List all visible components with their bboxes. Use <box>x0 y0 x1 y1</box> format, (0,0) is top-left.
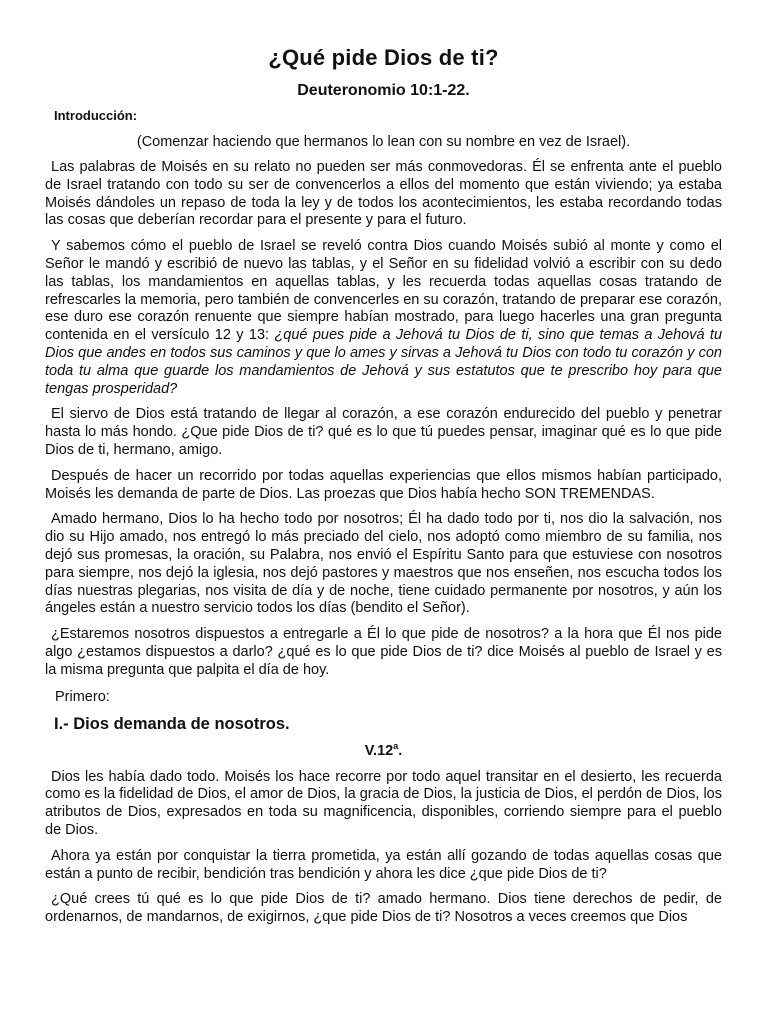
verse-ref-period: . <box>398 742 403 759</box>
paragraph-5: Amado hermano, Dios lo ha hecho todo por nosotros; Él ha dado todo por ti, nos dio la salvación, nos dio su Hijo amado, nos entregó lo más preciado del cielo, nos adoptó como miembro de su familia, nos dejó sus promesas, la oración, su Palabra, nos envió el Espíritu Santo para que estuviese con nosotros para siempre, nos dejó la iglesia, nos dejó pastores y maestros que nos enseñen, nos escucha todos los días nuestras plegarias, nos visita de día y de noche, tiene cuidado permanente por nosotros, y aún los ángeles están a nuestro servicio todos los días (bendito el Señor). <box>45 511 722 617</box>
verse-ref-text: V.12 <box>364 742 394 759</box>
section-paragraph-1: Dios les había dado todo. Moisés los hace recorre por todo aquel transitar en el desierto, les recuerda como es la fidelidad de Dios, el amor de Dios, la gracia de Dios, la justicia de Dios, el perdón de Dios, los atributos de Dios, expresados en toda su magnificencia, disponibles, corriendo siempre para el pueblo de Dios. <box>45 768 722 838</box>
document-subtitle: Deuteronomio 10:1-22. <box>297 82 470 99</box>
primero-label: Primero: <box>55 688 110 705</box>
intro-label: Introducción: <box>54 108 138 123</box>
document-page <box>45 44 722 927</box>
paragraph-2 <box>45 238 722 398</box>
scripture-quote: ¿qué pues pide a Jehová tu Dios de ti, sino que temas a Jehová tu Dios que andes en todos sus caminos y que lo ames y sirvas a Jehová tu Dios con todo tu corazón y con toda tu alma que guarde los mandamientos de Jehová y sus estatutos que te prescribo hoy para que tengas prosperidad? <box>45 327 723 397</box>
paragraph-4: Después de hacer un recorrido por todas aquellas experiencias que ellos mismos habían participado, Moisés les demanda de parte de Dios. Las proezas que Dios había hecho SON TREMENDAS. <box>45 467 722 502</box>
intro-note: (Comenzar haciendo que hermanos lo lean con su nombre en vez de Israel). <box>136 134 631 150</box>
verse-ref-superscript: a <box>393 740 399 751</box>
paragraph-1: Las palabras de Moisés en su relato no pueden ser más conmovedoras. Él se enfrenta ante el pueblo de Israel tratando con todo su ser de convencerlos a ellos del momento que están viviendo; ya estaba Moisés dándoles un repaso de toda la ley y de todos los acontecimientos, les estaba recordando todas las cosas que deberían recordar para el presente y para el futuro. <box>45 159 722 229</box>
paragraph-6: ¿Estaremos nosotros dispuestos a entregarle a Él lo que pide de nosotros? a la hora que Él nos pide algo ¿estamos dispuestos a darlo? ¿qué es lo que pide Dios de ti? dice Moisés al pueblo de Israel y es la misma pregunta que palpita el día de hoy. <box>45 626 722 678</box>
paragraph-3: El siervo de Dios está tratando de llegar al corazón, a ese corazón endurecido del pueblo y penetrar hasta lo más hondo. ¿Que pide Dios de ti? qué es lo que tú puedes pensar, imaginar qué es lo que pide Dios de ti, hermano, amigo. <box>45 406 722 458</box>
section-heading: I.- Dios demanda de nosotros. <box>54 714 290 733</box>
section-paragraph-3: ¿Qué crees tú qué es lo que pide Dios de ti? amado hermano. Dios tiene derechos de pedir, de ordenarnos, de mandarnos, de exigirnos, ¿que pide Dios de ti? Nosotros a veces creemos que Dios <box>45 891 722 926</box>
paragraph-2-text: Y sabemos cómo el pueblo de Israel se reveló contra Dios cuando Moisés subió al monte y como el Señor le mandó y escribió de nuevo las tablas, y el Señor en su fidelidad volvió a escribir con su dedo las tablas, los mandamientos en aquellas tablas, y les recuerda todas aquellas cosas tratando de refrescarles la memoria, pero también de convencerles en su corazón, tratando de preparar ese corazón, ese duro ese corazón renuente que siempre habían mostrado, para luego hacerles una gran pregunta contenida en el versículo 12 y 13: <box>45 238 722 344</box>
document-title: ¿Qué pide Dios de ti? <box>268 45 499 70</box>
section-paragraph-2: Ahora ya están por conquistar la tierra prometida, ya están allí gozando de todas aquellas cosas que están a punto de recibir, bendición tras bendición y ahora les dice ¿que pide Dios de ti? <box>45 847 722 882</box>
verse-reference <box>45 741 722 761</box>
